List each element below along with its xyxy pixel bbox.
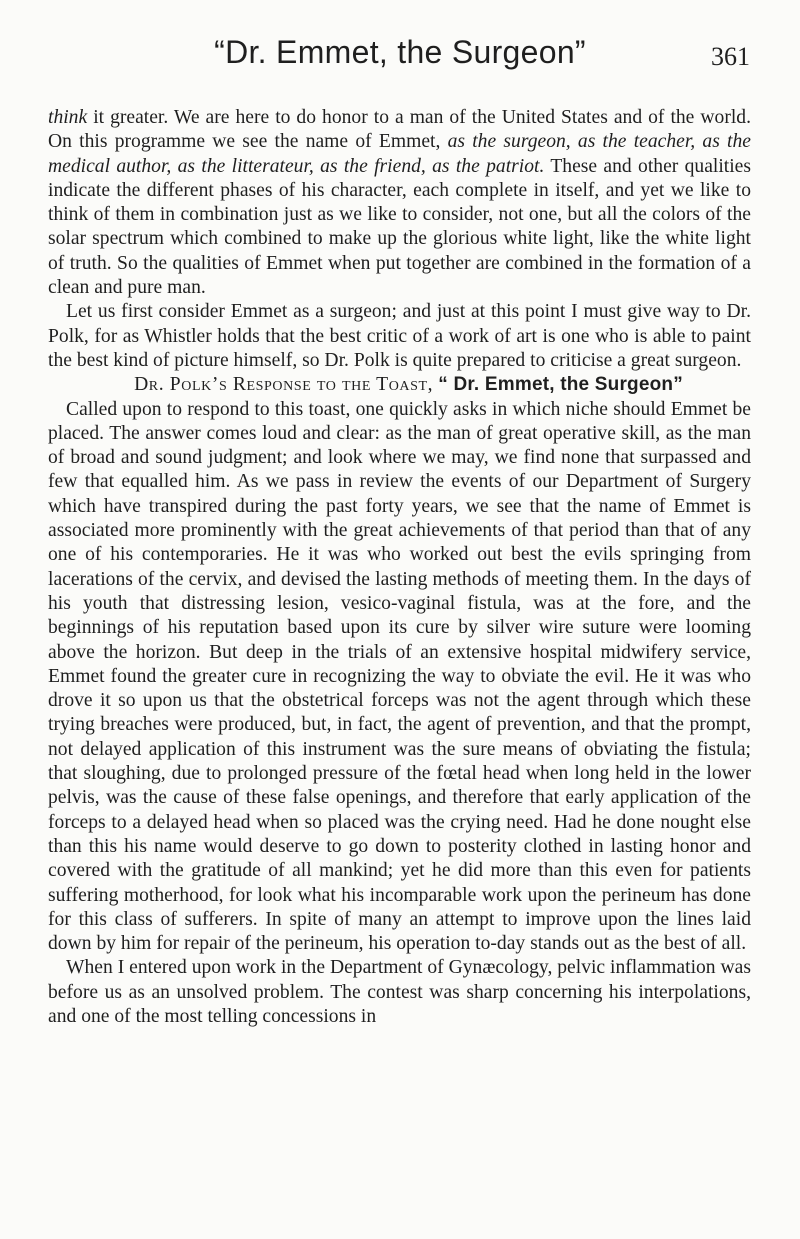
- paragraph-1: [48, 106, 751, 300]
- heading-bold-title: “ Dr. Emmet, the Surgeon”: [438, 374, 683, 396]
- running-title: “Dr. Emmet, the Surgeon”: [214, 34, 586, 70]
- running-head: [0, 34, 800, 86]
- body-text: [48, 106, 751, 1029]
- italic-text: think: [48, 107, 88, 128]
- paragraph-text: it greater. We are here to do honor to a man of the United States and of the world. On this programme we see the name of Emmet,: [48, 107, 751, 153]
- page-number: 361: [711, 42, 750, 71]
- italic-text: as the surgeon, as the teacher, as the medical author, as the litterateur, as the friend, as the patriot.: [48, 131, 751, 177]
- paragraph-2: Let us first consider Emmet as a surgeon; and just at this point I must give way to Dr. Polk, for as Whistler holds that the best critic of a work of art is one who is able to paint the best kind of picture himself, so Dr. Polk is quite prepared to criticise a great surgeon.: [48, 301, 751, 371]
- heading-small-caps: Dr. Polk’s Response to the Toast,: [134, 374, 434, 396]
- paragraph-text: These and other qualities indicate the different phases of his character, each complete in itself, and yet we like to think of them in combination just as we like to consider, not one, but all the colors of the solar spectrum which combined to make up the glorious white light, like the white light of truth. So the qualities of Emmet when put together are combined in the formation of a clean and pure man.: [48, 155, 752, 299]
- paragraph-3: Called upon to respond to this toast, one quickly asks in which niche should Emmet be placed. The answer comes loud and clear: as the man of great operative skill, as the man of broad and sound judgment; and look where we may, we find none that surpassed and few that equalled him. As we pass in review the events of our Department of Surgery which have transpired during the past forty years, we see that the name of Emmet is associated more prominently with the great achievements of that period than that of any one of his contemporaries. He it was who worked out best the evils springing from lacerations of the cervix, and devised the lasting methods of meeting them. In the days of his youth that distressing lesion, vesico-vaginal fistula, was at the fore, and the beginnings of his reputation based upon its cure by silver wire suture were looming above the horizon. But deep in the trials of an extensive hospital midwifery service, Emmet found the greater cure in recognizing the way to obviate the evil. He it was who drove it so upon us that the obstetrical forceps was not the agent through which these trying breaches were produced, but, in fact, the agent of prevention, and that the prompt, not delayed application of this instrument was the sure means of obviating the fistula; that sloughing, due to prolonged pressure of the fœtal head when long held in the lower pelvis, was the cause of these false openings, and therefore that early application of the forceps to a delayed head when so placed was the crying need. Had he done nought else than this his name would deserve to go down to posterity clothed in lasting honor and covered with the gratitude of all mankind; yet he did more than this even for patients suffering motherhood, for look what his incomparable work upon the perineum has done for this class of sufferers. In spite of many an attempt to improve upon the lines laid down by him for repair of the perineum, his operation to-day stands out as the best of all.: [48, 398, 751, 955]
- paragraph-4: When I entered upon work in the Department of Gynæcology, pelvic inflammation was before us as an unsolved problem. The contest was sharp concerning his interpolations, and one of the most telling concessions in: [48, 957, 751, 1027]
- section-heading: [48, 373, 751, 397]
